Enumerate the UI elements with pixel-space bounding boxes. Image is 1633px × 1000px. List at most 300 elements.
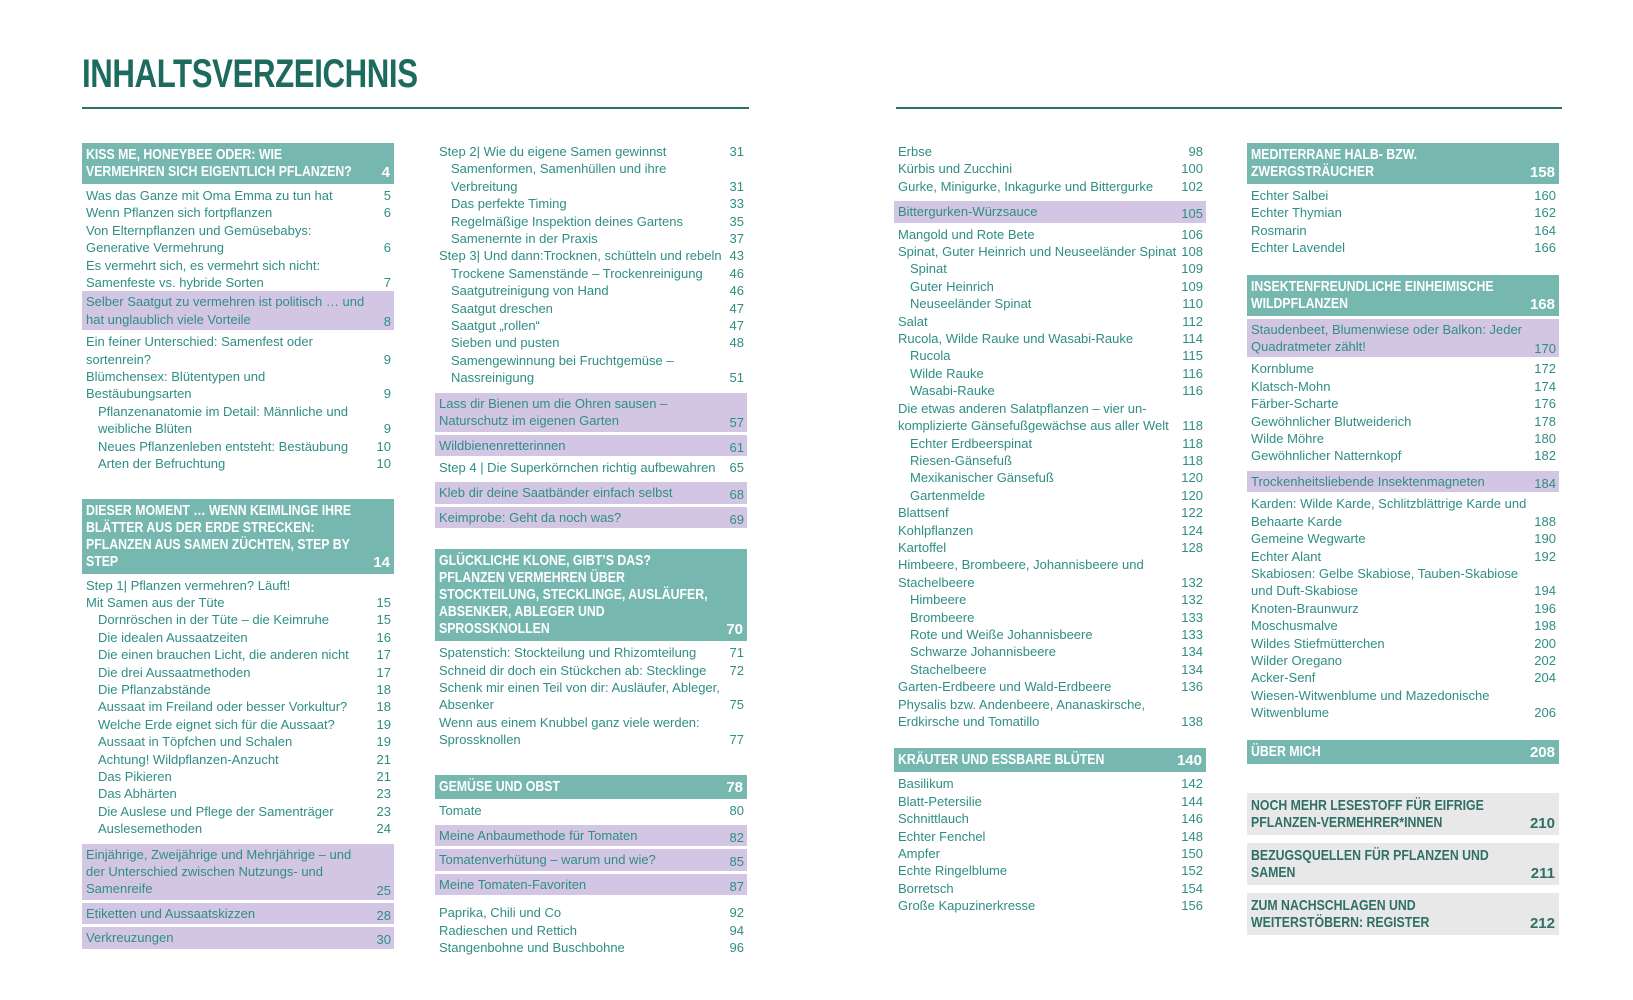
toc-page-number: 134 — [1181, 644, 1203, 660]
toc-page-number: 69 — [729, 511, 744, 527]
toc-page-number: 174 — [1534, 378, 1556, 394]
toc-entry — [1247, 600, 1559, 617]
toc-subentry — [435, 352, 747, 387]
toc-page-number: 18 — [376, 681, 391, 697]
toc-entry-title: Spinat, Guter Heinrich und Neuseeländer Spinat — [898, 244, 1177, 260]
toc-page-number: 19 — [376, 734, 391, 750]
toc-page-number: 132 — [1181, 574, 1203, 590]
toc-entry-title: Saatgut „rollen“ — [451, 318, 540, 334]
spacer — [435, 749, 747, 775]
toc-entry-title: Das Abhärten — [98, 786, 177, 802]
toc-page-number: 16 — [376, 629, 391, 645]
toc-page-number: 17 — [376, 664, 391, 680]
toc-page-number: 21 — [376, 768, 391, 784]
toc-page-number: 118 — [1182, 418, 1203, 434]
toc-page-number: 170 — [1534, 341, 1556, 357]
page-title: INHALTSVERZEICHNIS — [82, 52, 418, 96]
toc-page-number: 15 — [376, 594, 391, 610]
toc-subentry — [82, 820, 394, 837]
toc-page-number: 87 — [729, 878, 744, 894]
toc-page-number: 118 — [1182, 435, 1203, 451]
toc-subentry — [894, 382, 1206, 399]
toc-entry — [1247, 360, 1559, 377]
toc-entry-title: Kartoffel — [898, 539, 947, 555]
toc-page-number: 35 — [729, 213, 744, 229]
toc-entry-title: Step 1| Pflanzen vermehren? Läuft! — [86, 577, 291, 593]
toc-page-number: 198 — [1534, 618, 1556, 634]
toc-subentry — [82, 455, 394, 472]
toc-entry-title: Aussaat in Töpfchen und Schalen — [98, 734, 293, 750]
toc-entry — [435, 644, 747, 661]
toc-page-number: 194 — [1534, 583, 1556, 599]
toc-entry — [1247, 617, 1559, 634]
toc-highlight-entry — [435, 849, 747, 870]
toc-entry-title: Rosmarin — [1251, 222, 1307, 238]
toc-page-number: 75 — [729, 697, 744, 713]
toc-subentry — [894, 591, 1206, 608]
toc-entry-title: Kleb dir deine Saatbänder einfach selbst — [439, 485, 673, 501]
toc-entry-title: MEDITERRANE HALB- BZW. ZWERGSTRÄUCHER — [1251, 146, 1418, 180]
toc-page-number: 47 — [729, 300, 744, 316]
toc-subentry — [82, 664, 394, 681]
toc-entry-title: Step 4 | Die Superkörnchen richtig aufbewahren — [439, 459, 716, 475]
toc-page-number: 6 — [383, 205, 391, 221]
toc-entry — [435, 247, 747, 264]
toc-page-number: 9 — [383, 351, 391, 367]
toc-page-number: 146 — [1181, 811, 1203, 827]
toc-entry-title: Tomate — [439, 802, 482, 818]
toc-page-number: 178 — [1534, 413, 1556, 429]
toc-highlight-entry — [435, 874, 747, 895]
toc-entry-title: Gewöhnlicher Blutweiderich — [1251, 413, 1412, 429]
toc-page-number: 208 — [1529, 743, 1555, 761]
toc-page-number: 23 — [376, 803, 391, 819]
toc-entry-title: Klatsch-Mohn — [1251, 378, 1331, 394]
toc-highlight-entry — [435, 435, 747, 456]
toc-page-number: 9 — [383, 386, 391, 402]
toc-page-number: 47 — [729, 318, 744, 334]
toc-entry — [894, 178, 1206, 195]
toc-page-number: 82 — [729, 829, 744, 845]
toc-page-number: 132 — [1181, 592, 1203, 608]
toc-entry — [1247, 530, 1559, 547]
toc-subentry — [894, 347, 1206, 364]
toc-entry-title: Garten-Erdbeere und Wald-Erdbeere — [898, 679, 1112, 695]
toc-page-number: 196 — [1534, 600, 1556, 616]
toc-page-number: 128 — [1181, 539, 1203, 555]
toc-page-number: 78 — [726, 778, 743, 796]
toc-page-number: 116 — [1182, 365, 1203, 381]
toc-page-number: 77 — [729, 732, 744, 748]
toc-subentry — [82, 403, 394, 438]
toc-entry-title: ZUM NACHSCHLAGEN UND WEITERSTÖBERN: REGISTER — [1251, 896, 1430, 931]
toc-page-number: 8 — [383, 313, 391, 329]
toc-entry-title: Keimprobe: Geht da noch was? — [439, 509, 622, 525]
toc-page-number: 162 — [1534, 205, 1556, 221]
toc-entry-title: Die einen brauchen Licht, die anderen nicht — [98, 647, 349, 663]
toc-entry — [1247, 239, 1559, 256]
toc-entry — [894, 160, 1206, 177]
toc-entry — [1247, 413, 1559, 430]
toc-entry-title: Knoten-Braunwurz — [1251, 600, 1359, 616]
toc-subentry — [435, 195, 747, 212]
toc-page-number: 160 — [1534, 188, 1556, 203]
toc-entry-title: Die idealen Aussaatzeiten — [98, 629, 248, 645]
toc-subentry — [82, 646, 394, 663]
toc-entry — [894, 810, 1206, 827]
toc-entry-title: Rucola — [910, 348, 951, 364]
toc-page-number: 116 — [1182, 383, 1203, 399]
toc-entry-title: Es vermehrt sich, es vermehrt sich nicht: Samenfeste vs. hybride Sorten — [86, 257, 321, 291]
toc-entry-title: Riesen-Gänsefuß — [910, 452, 1012, 468]
toc-page-number: 192 — [1534, 548, 1556, 564]
toc-page-number: 94 — [729, 922, 744, 938]
toc-entry-title: Auslesemethoden — [98, 821, 203, 837]
toc-page-number: 176 — [1534, 396, 1556, 412]
toc-page-number: 7 — [383, 275, 391, 291]
toc-entry-title: Echter Salbei — [1251, 188, 1329, 203]
toc-entry-title: Skabiosen: Gelbe Skabiose, Tauben-Skabiose und Duft-Skabiose — [1251, 565, 1519, 599]
spacer — [435, 531, 747, 549]
toc-chapter-header — [1247, 143, 1559, 184]
toc-entry-title: Moschusmalve — [1251, 618, 1338, 634]
toc-entry-title: Ein feiner Unterschied: Samenfest oder sortenrein? — [86, 334, 313, 367]
toc-chapter-header — [435, 775, 747, 799]
toc-entry — [82, 187, 394, 204]
toc-subentry — [894, 435, 1206, 452]
toc-subentry — [435, 317, 747, 334]
toc-entry-title: Rote und Weiße Johannisbeere — [910, 626, 1093, 642]
toc-entry-title: Wildes Stiefmütterchen — [1251, 635, 1385, 651]
toc-page-number: 150 — [1181, 846, 1203, 862]
toc-subentry — [894, 452, 1206, 469]
toc-entry-title: Pflanzenanatomie im Detail: Männliche und weibliche Blüten — [98, 403, 349, 437]
toc-entry — [1247, 430, 1559, 447]
toc-entry-title: Wildbienenretterinnen — [439, 437, 566, 453]
toc-page-number: 10 — [376, 438, 391, 454]
toc-entry — [894, 793, 1206, 810]
toc-page-number: 92 — [729, 905, 744, 921]
toc-entry — [82, 594, 394, 611]
toc-entry-title: Karden: Wilde Karde, Schlitzblättrige Karde und Behaarte Karde — [1251, 496, 1527, 529]
title-rule-left — [82, 107, 749, 109]
toc-page-number: 5 — [383, 188, 391, 203]
toc-entry-title: Blümchensex: Blütentypen und Bestäubungsarten — [86, 369, 266, 402]
toc-entry-title: Von Elternpflanzen und Gemüsebabys: Generative Vermehrung — [86, 222, 312, 256]
toc-column-2 — [435, 143, 747, 956]
toc-page-number: 180 — [1534, 431, 1556, 447]
toc-page-number: 28 — [376, 907, 391, 923]
toc-entry-title: Große Kapuzinerkresse — [898, 898, 1036, 914]
toc-entry-title: Physalis bzw. Andenbeere, Ananaskirsche, Erdkirsche und Tomatillo — [898, 696, 1146, 729]
toc-subentry — [894, 260, 1206, 277]
toc-page-number: 115 — [1182, 348, 1203, 364]
title-rule-right — [896, 107, 1562, 109]
toc-entry-title: Samengewinnung bei Fruchtgemüse – Nassreinigung — [451, 352, 674, 386]
toc-page-number: 72 — [729, 662, 744, 678]
toc-entry-title: Neues Pflanzenleben entsteht: Bestäubung — [98, 438, 349, 454]
toc-entry-title: Kürbis und Zucchini — [898, 161, 1013, 177]
toc-entry-title: Tomatenverhütung – warum und wie? — [439, 852, 656, 868]
toc-entry-title: Staudenbeet, Blumenwiese oder Balkon: Jeder Quadratmeter zählt! — [1251, 321, 1523, 355]
toc-entry-title: Radieschen und Rettich — [439, 922, 578, 938]
toc-chapter-header — [435, 549, 747, 641]
toc-entry-title: Aussaat im Freiland oder besser Vorkultur? — [98, 699, 348, 715]
toc-highlight-entry — [82, 844, 394, 900]
toc-entry-title: Welche Erde eignet sich für die Aussaat? — [98, 716, 335, 732]
toc-entry — [894, 504, 1206, 521]
spacer — [1247, 722, 1559, 740]
toc-subentry — [82, 716, 394, 733]
toc-entry-title: Wiesen-Witwenblume und Mazedonische Witwenblume — [1251, 687, 1490, 721]
toc-entry-title: Acker-Senf — [1251, 670, 1316, 686]
toc-appendix-header — [1247, 793, 1559, 835]
toc-entry-title: Kohlpflanzen — [898, 522, 974, 538]
toc-entry-title: Erbse — [898, 144, 932, 159]
toc-entry-title: Echter Fenchel — [898, 828, 986, 844]
toc-page-number: 156 — [1181, 898, 1203, 914]
toc-entry — [1247, 669, 1559, 686]
toc-entry — [894, 897, 1206, 914]
toc-entry-title: Das perfekte Timing — [451, 196, 567, 212]
toc-page-number: 122 — [1181, 505, 1203, 521]
toc-page-number: 133 — [1181, 626, 1203, 642]
toc-appendix-header — [1247, 893, 1559, 935]
toc-entry-title: Brombeere — [910, 609, 975, 625]
toc-subentry — [82, 751, 394, 768]
toc-entry-title: Samenformen, Samenhüllen und ihre Verbreitung — [451, 161, 667, 194]
toc-entry — [894, 522, 1206, 539]
toc-subentry — [82, 785, 394, 802]
toc-entry — [82, 333, 394, 368]
toc-entry — [894, 678, 1206, 695]
toc-entry — [894, 696, 1206, 731]
toc-page-number: 18 — [376, 699, 391, 715]
toc-entry — [894, 775, 1206, 792]
toc-page-number: 15 — [376, 612, 391, 628]
toc-entry-title: Kornblume — [1251, 361, 1314, 377]
toc-chapter-header — [1247, 740, 1559, 764]
toc-entry — [82, 222, 394, 257]
toc-entry — [894, 862, 1206, 879]
toc-entry-title: Wilde Rauke — [910, 365, 984, 381]
toc-entry — [894, 243, 1206, 260]
toc-entry-title: Schenk mir einen Teil von dir: Ausläufer, Ableger, Absenker — [439, 679, 720, 713]
toc-entry-title: Einjährige, Zweijährige und Mehrjährige – und der Unterschied zwischen Nutzungs- und Samenreife — [86, 846, 352, 897]
toc-entry-title: Salat — [898, 313, 928, 329]
spacer — [894, 730, 1206, 748]
toc-entry-title: Die etwas anderen Salatpflanzen – vier un-komplizierte Gänsefußgewächse aus aller Welt — [898, 400, 1169, 434]
toc-entry — [1247, 548, 1559, 565]
toc-page-number: 142 — [1181, 776, 1203, 792]
toc-subentry — [435, 230, 747, 247]
toc-page-number: 24 — [376, 821, 391, 837]
toc-entry-title: Meine Anbaumethode für Tomaten — [439, 827, 638, 843]
toc-page-number: 182 — [1534, 448, 1556, 464]
toc-page-number: 212 — [1529, 914, 1555, 932]
toc-page-number: 133 — [1181, 609, 1203, 625]
toc-entry — [82, 368, 394, 403]
toc-page-number: 9 — [383, 421, 391, 437]
toc-entry-title: Step 3| Und dann:Trocknen, schütteln und rebeln — [439, 248, 722, 264]
toc-entry-title: Gurke, Minigurke, Inkagurke und Bittergurke — [898, 178, 1154, 194]
toc-subentry — [894, 469, 1206, 486]
toc-subentry — [82, 733, 394, 750]
toc-entry-title: Paprika, Chili und Co — [439, 905, 562, 921]
spacer — [1247, 767, 1559, 793]
toc-entry — [1247, 635, 1559, 652]
toc-chapter-header — [82, 499, 394, 574]
toc-entry-title: Stachelbeere — [910, 661, 987, 677]
toc-page-number: 154 — [1181, 880, 1203, 896]
toc-subentry — [894, 278, 1206, 295]
toc-entry-title: Wenn aus einem Knubbel ganz viele werden: Sprossknollen — [439, 714, 700, 748]
toc-page-number: 114 — [1182, 331, 1203, 347]
toc-subentry — [435, 213, 747, 230]
toc-entry-title: Echter Thymian — [1251, 205, 1342, 221]
toc-page-number: 65 — [729, 459, 744, 475]
toc-page-number: 144 — [1181, 793, 1203, 809]
toc-entry-title: Saatgut dreschen — [451, 300, 553, 316]
toc-entry-title: Dornröschen in der Tüte – die Keimruhe — [98, 612, 329, 628]
toc-entry — [435, 662, 747, 679]
toc-highlight-entry — [82, 903, 394, 924]
toc-subentry — [82, 698, 394, 715]
toc-entry-title: Step 2| Wie du eigene Samen gewinnst — [439, 144, 667, 159]
toc-page-number: 140 — [1176, 752, 1202, 770]
toc-entry-title: Neuseeländer Spinat — [910, 296, 1032, 312]
toc-entry — [82, 577, 394, 594]
toc-chapter-header — [894, 748, 1206, 772]
toc-entry-title: Echter Alant — [1251, 548, 1322, 564]
toc-highlight-entry — [82, 291, 394, 330]
toc-page-number: 96 — [729, 940, 744, 955]
toc-page-number: 71 — [729, 645, 744, 661]
toc-page-number: 85 — [729, 854, 744, 870]
toc-page-number: 19 — [376, 716, 391, 732]
toc-page-number: 190 — [1534, 531, 1556, 547]
toc-entry — [435, 679, 747, 714]
toc-entry-title: Die Pflanzabstände — [98, 681, 211, 697]
toc-page-number: 102 — [1181, 178, 1203, 194]
toc-entry — [1247, 447, 1559, 464]
toc-entry-title: Die Auslese und Pflege der Samenträger — [98, 803, 334, 819]
toc-page-number: 109 — [1181, 278, 1203, 294]
toc-subentry — [894, 365, 1206, 382]
spacer — [1247, 257, 1559, 275]
toc-chapter-header — [1247, 275, 1559, 316]
toc-page-number: 118 — [1182, 452, 1203, 468]
toc-highlight-entry — [435, 393, 747, 432]
toc-entry — [1247, 565, 1559, 600]
toc-highlight-entry — [435, 507, 747, 528]
toc-entry-title: NOCH MEHR LESESTOFF FÜR EIFRIGE PFLANZEN-VERMEHRER*INNEN — [1251, 796, 1484, 831]
toc-subentry — [82, 629, 394, 646]
toc-page-number: 134 — [1181, 661, 1203, 677]
toc-page-number: 204 — [1534, 670, 1556, 686]
toc-column-1 — [82, 143, 394, 952]
toc-entry-title: Bittergurken-Würzsauce — [898, 204, 1038, 220]
toc-entry — [435, 904, 747, 921]
toc-entry-title: INSEKTENFREUNDLICHE EINHEIMISCHE WILDPFLANZEN — [1251, 277, 1494, 312]
toc-entry — [435, 143, 747, 160]
toc-entry-title: Mexikanischer Gänsefuß — [910, 470, 1054, 486]
toc-entry — [82, 204, 394, 221]
toc-page-number: 68 — [729, 487, 744, 503]
toc-entry — [894, 143, 1206, 160]
toc-entry — [894, 845, 1206, 862]
toc-entry — [894, 400, 1206, 435]
toc-page-number: 164 — [1534, 222, 1556, 238]
toc-page-number: 109 — [1181, 261, 1203, 277]
toc-entry-title: Gartenmelde — [910, 487, 986, 503]
toc-page-number: 105 — [1181, 206, 1203, 222]
toc-entry-title: Guter Heinrich — [910, 278, 994, 294]
toc-entry-title: Trockene Samenstände – Trockenreinigung — [451, 265, 703, 281]
toc-page-number: 30 — [376, 932, 391, 948]
toc-entry — [435, 802, 747, 819]
toc-entry — [894, 313, 1206, 330]
toc-subentry — [894, 609, 1206, 626]
toc-subentry — [894, 661, 1206, 678]
toc-page-number: 21 — [376, 751, 391, 767]
toc-entry-title: GEMÜSE UND OBST — [439, 777, 560, 795]
toc-entry — [894, 539, 1206, 556]
toc-column-4 — [1247, 143, 1559, 943]
toc-subentry — [894, 295, 1206, 312]
toc-entry-title: Trockenheitsliebende Insektenmagneten — [1251, 473, 1485, 489]
toc-subentry — [435, 334, 747, 351]
toc-page-number: 100 — [1181, 161, 1203, 177]
toc-highlight-entry — [1247, 471, 1559, 492]
toc-page-number: 168 — [1529, 295, 1555, 313]
toc-entry-title: Das Pikieren — [98, 768, 172, 784]
toc-subentry — [435, 282, 747, 299]
toc-entry — [1247, 204, 1559, 221]
toc-page-number: 166 — [1534, 240, 1556, 256]
toc-entry — [435, 714, 747, 749]
toc-entry-title: Samenernte in der Praxis — [451, 231, 598, 247]
toc-entry — [894, 880, 1206, 897]
toc-entry-title: Echter Erdbeerspinat — [910, 435, 1033, 451]
toc-entry — [435, 459, 747, 476]
toc-entry — [82, 257, 394, 292]
toc-entry-title: GLÜCKLICHE KLONE, GIBT’S DAS? PFLANZEN VERMEHREN ÜBER STOCKTEILUNG, STECKLINGE, AUSLÄUFER, ABSENKER, ABLEGER UND SPROSSKNOLLEN — [439, 552, 708, 638]
toc-page-number: 46 — [729, 265, 744, 281]
toc-page-number: 37 — [729, 231, 744, 247]
toc-entry-title: Ampfer — [898, 846, 940, 862]
toc-entry-title: Gewöhnlicher Natternkopf — [1251, 448, 1402, 464]
toc-entry — [1247, 495, 1559, 530]
toc-page-number: 158 — [1529, 164, 1555, 181]
toc-page-number: 31 — [729, 178, 744, 194]
toc-entry-title: Gemeine Wegwarte — [1251, 531, 1366, 547]
toc-entry — [894, 330, 1206, 347]
toc-entry-title: ÜBER MICH — [1251, 742, 1321, 760]
toc-page-number: 202 — [1534, 652, 1556, 668]
toc-entry — [1247, 222, 1559, 239]
toc-entry-title: Borretsch — [898, 880, 954, 896]
toc-page-number: 14 — [373, 553, 390, 571]
toc-entry-title: Spatenstich: Stockteilung und Rhizomteilung — [439, 645, 697, 661]
toc-page-number: 98 — [1188, 144, 1203, 159]
toc-entry — [1247, 652, 1559, 669]
toc-subentry — [435, 300, 747, 317]
toc-page-number: 4 — [381, 164, 390, 181]
toc-entry-title: Wilder Oregano — [1251, 652, 1343, 668]
toc-chapter-header — [82, 143, 394, 184]
toc-entry-title: Meine Tomaten-Favoriten — [439, 876, 587, 892]
